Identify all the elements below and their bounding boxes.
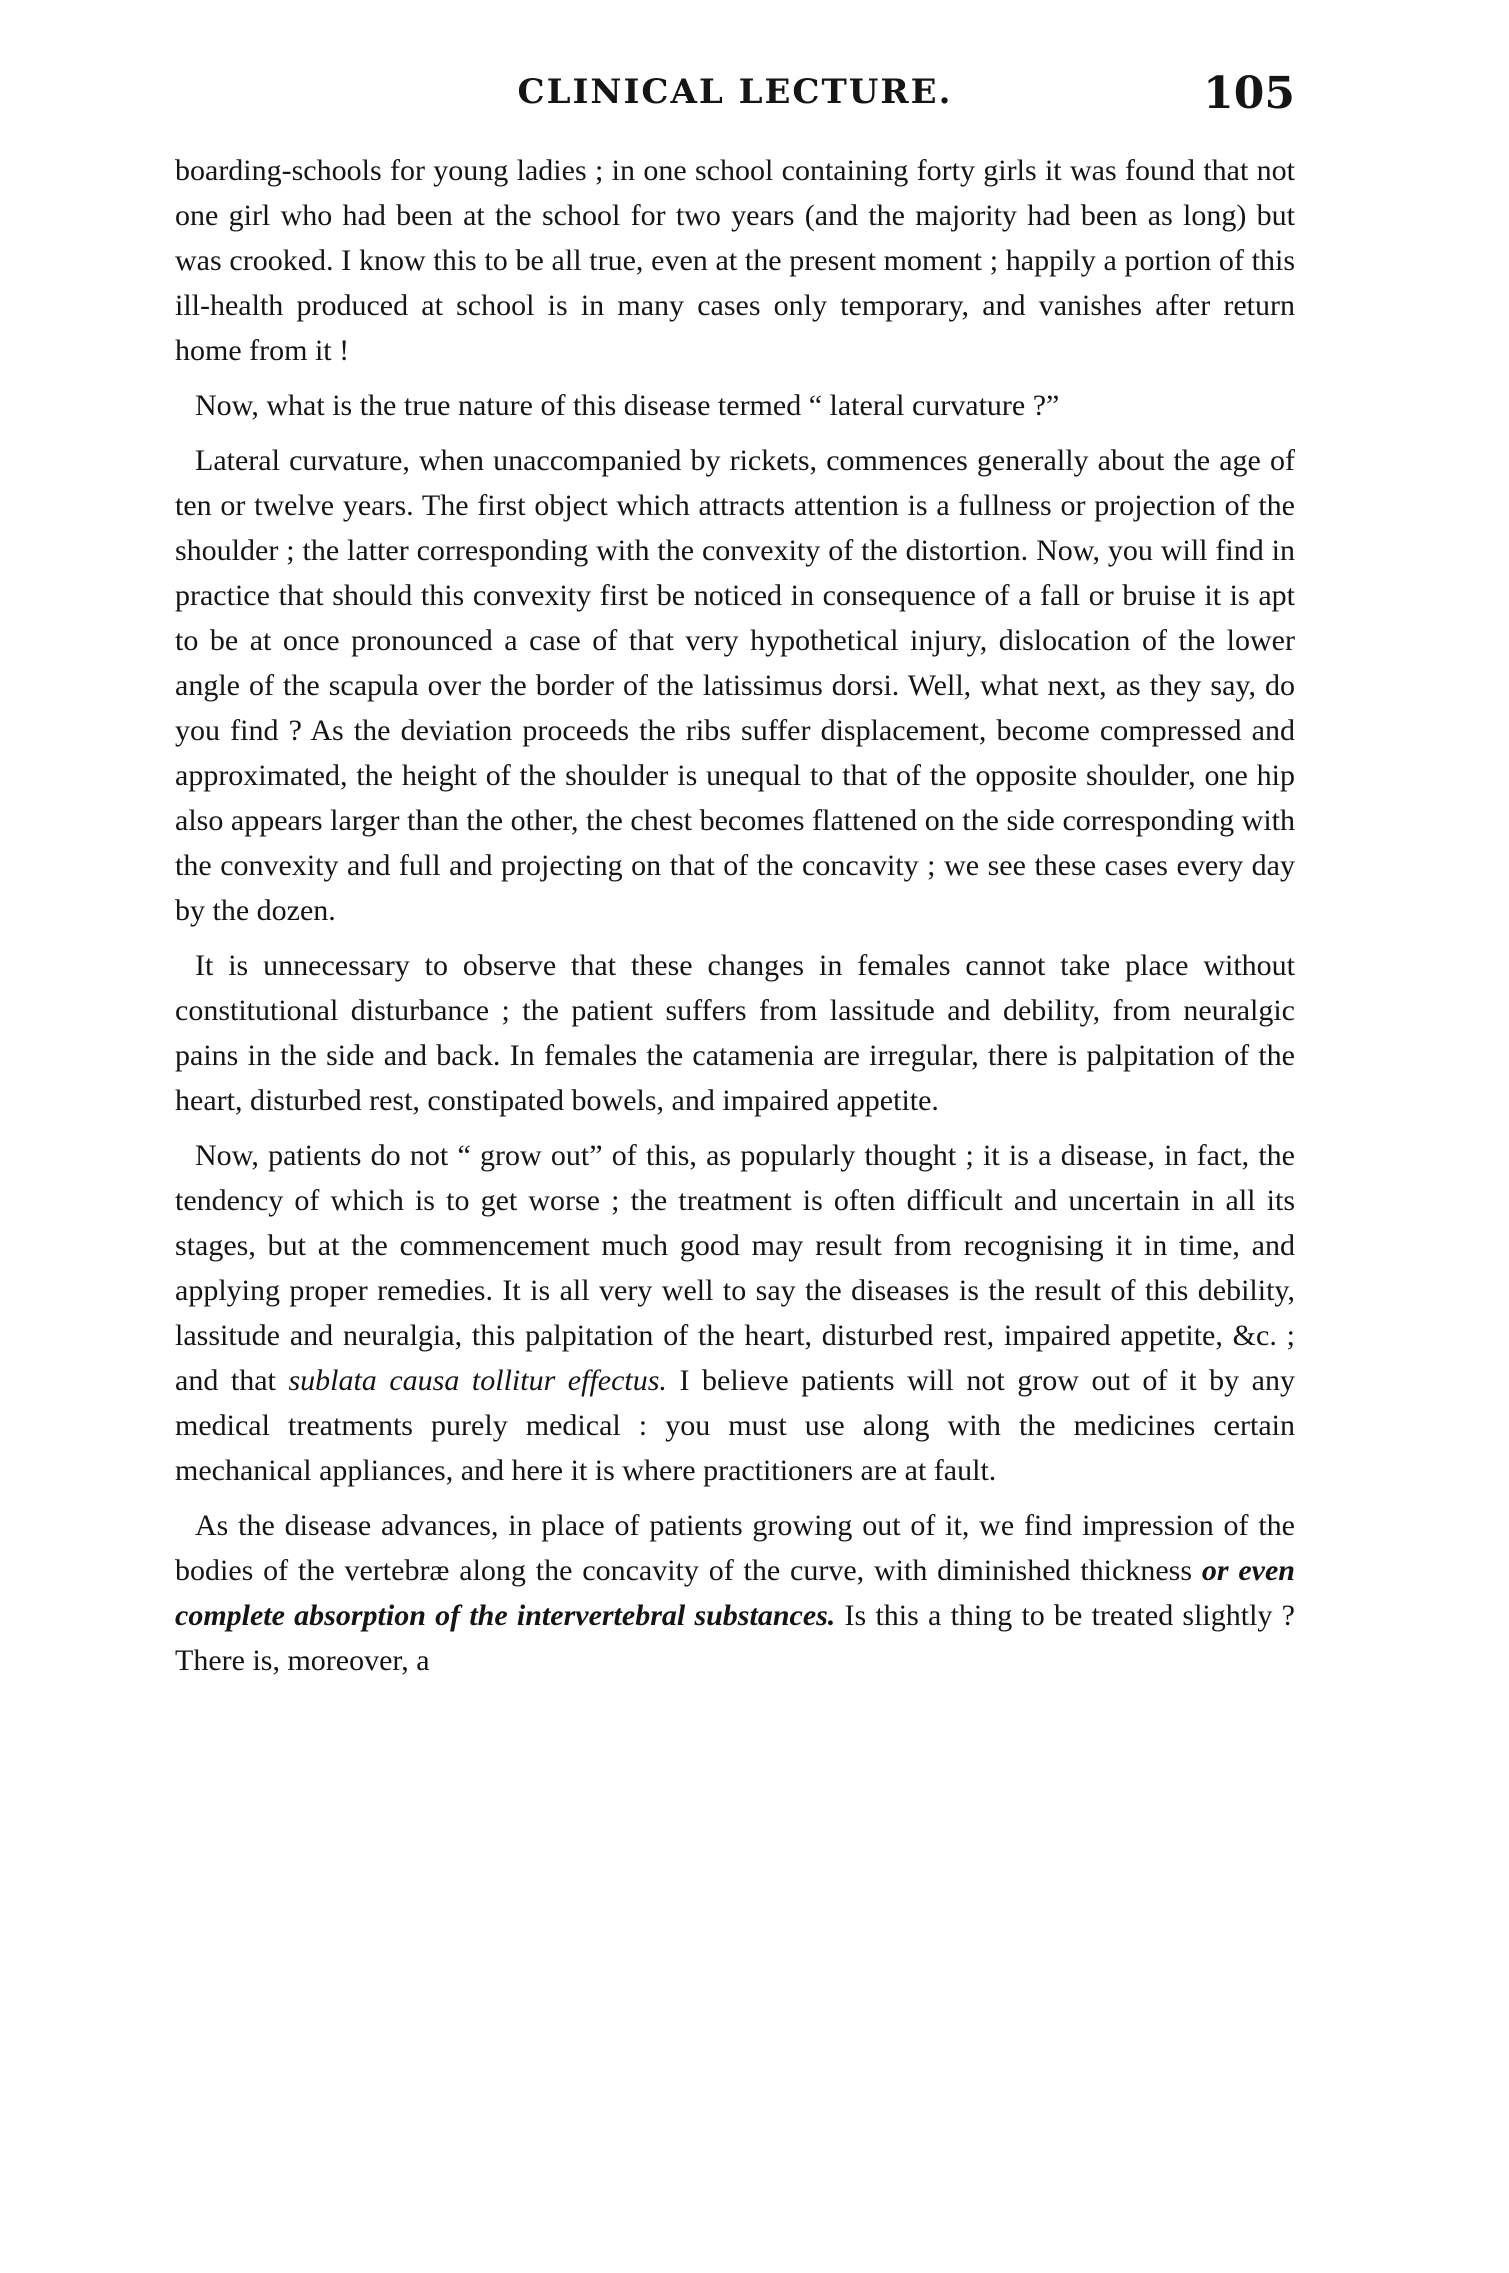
paragraph-grow-out-end: I believe patients will not grow out of it by any medical treatments purely medical : you must use along with the medicines certain mechanical appliances, and here it is where practitioners are at fault. [175, 1364, 1296, 1487]
paragraph-question-nature: Now, what is the true nature of this disease termed “ lateral curvature ?” [195, 389, 1060, 422]
paragraph-lateral-curvature: Lateral curvature, when unaccompanied by rickets, commences generally about the age of ten or twelve years. The first object which attracts attention is a fullness or projection of the shoulder ; the latter corresponding with the convexity of the distortion. Now, you will find in practice that should this convexity first be noticed in consequence of a fall or bruise it is apt to be at once pronounced a case of that very hypothetical injury, dislocation of the lower angle of the scapula over the border of the latissimus dorsi. Well, what next, as they say, do you find ? As the deviation proceeds the ribs suffer displacement, become compressed and approximated, the height of the shoulder is unequal to that of the opposite shoulder, one hip also appears larger than the other, the chest becomes flattened on the side corresponding with the convexity and full and projecting on that of the concavity ; we see these cases every day by the dozen. [175, 444, 1295, 927]
paragraph-grow-out [175, 1133, 1295, 1493]
paragraph-disease-advances [175, 1503, 1295, 1683]
emphasized-phrase: or even complete absorption of the intervertebral substances. [175, 1554, 1295, 1632]
latin-phrase: sublata causa tollitur effectus. [288, 1364, 667, 1397]
paragraph-disease-advances-text: As the disease advances, in place of patients growing out of it, we find impression of the bodies of the vertebræ along the concavity of the curve, with diminished thickness [175, 1509, 1295, 1587]
body-text [175, 148, 1295, 1693]
page-number: 105 [1203, 68, 1295, 119]
paragraph-boarding-schools: boarding-schools for young ladies ; in one school containing forty girls it was found that not one girl who had been at the school for two years (and the majority had been as long) but was crooked. I know this to be all true, even at the present moment ; happily a portion of this ill-health produced at school is in many cases only temporary, and vanishes after return home from it ! [175, 154, 1295, 367]
paragraph-grow-out-text: Now, patients do not “ grow out” of this, as popularly thought ; it is a disease, in fact, the tendency of which is to get worse ; the treatment is often difficult and uncertain in all its stages, but at the commencement much good may result from recognising it in time, and applying proper remedies. It is all very well to say the diseases is the result of this debility, lassitude and neuralgia, this palpitation of the heart, disturbed rest, impaired appetite, &c. ; and that [175, 1139, 1295, 1397]
paragraph-disease-advances-end: Is this a thing to be treated slightly ? There is, moreover, a [175, 1599, 1295, 1677]
running-head [175, 68, 1295, 132]
paragraph-constitutional-disturbance: It is unnecessary to observe that these changes in females cannot take place without constitutional disturbance ; the patient suffers from lassitude and debility, from neuralgic pains in the side and back. In females the catamenia are irregular, there is palpitation of the heart, disturbed rest, constipated bowels, and impaired appetite. [175, 949, 1295, 1117]
running-title: CLINICAL LECTURE. [517, 72, 953, 112]
